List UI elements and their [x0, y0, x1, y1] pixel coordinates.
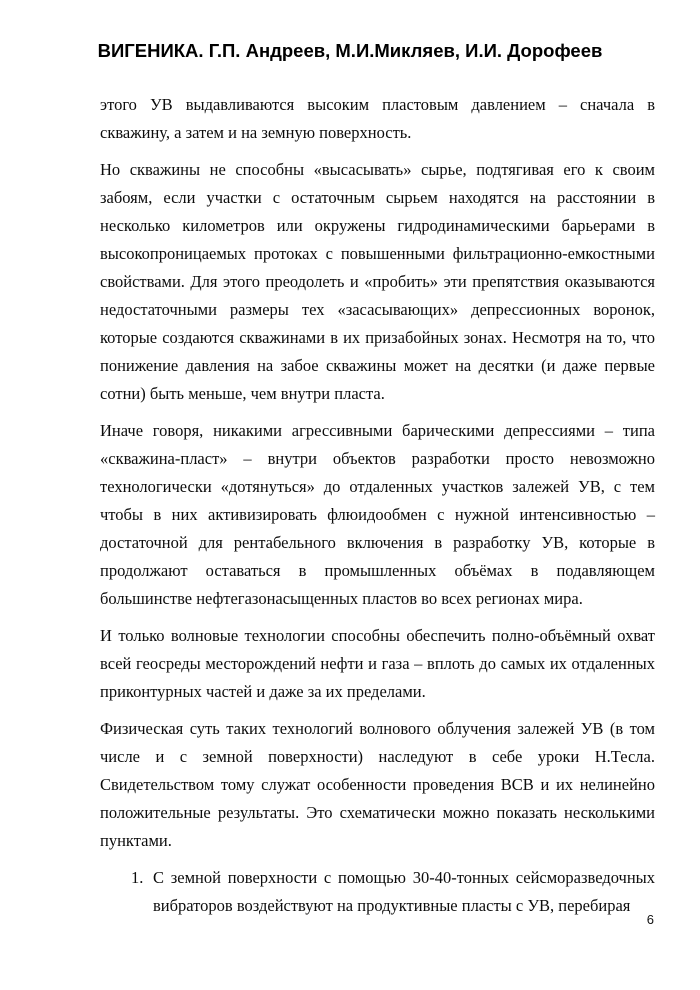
list-item-number: 1.	[131, 868, 144, 887]
paragraph-1: этого УВ выдавливаются высоким пластовым давлением – сначала в скважину, а затем и на земную поверхность.	[100, 95, 655, 142]
paragraph-4: И только волновые технологии способны обеспечить полно-объёмный охват всей геосреды месторождений нефти и газа – вплоть до самых их отдаленных приконтурных частей и даже за их пределами.	[100, 626, 655, 701]
paragraph-2: Но скважины не способны «высасывать» сырье, подтягивая его к своим забоям, если участки с остаточным сырьем находятся на расстоянии в несколько километров или окружены гидродинамическими барьерами в высокопроницаемых протоках с повышенными фильтрационно-емкостными свойствами. Для этого преодолеть и «пробить» эти препятствия оказываются недостаточными размеры тех «засасывающих» депрессионных воронок, которые создаются скважинами в их призабойных зонах. Несмотря на то, что понижение давления на забое скважины может на десятки (и даже первые сотни) быть меньше, чем внутри пласта.	[100, 160, 655, 403]
numbered-list-item-1	[131, 864, 655, 920]
paragraph-5: Физическая суть таких технологий волнового облучения залежей УВ (в том числе и с земной поверхности) наследуют в себе уроки Н.Тесла. Свидетельством тому служат особенности проведения ВСВ и их нелинейно положительные результаты. Это схематически можно показать несколькими пунктами.	[100, 719, 655, 850]
document-header: ВИГЕНИКА. Г.П. Андреев, М.И.Микляев, И.И. Дорофеев	[97, 40, 603, 61]
list-item-text: С земной поверхности с помощью 30-40-тонных сейсморазведочных вибраторов воздействуют на продуктивные пласты с УВ, перебирая	[153, 868, 655, 915]
page-number: 6	[646, 912, 654, 927]
paragraph-3: Иначе говоря, никакими агрессивными барическими депрессиями – типа «скважина-пласт» – внутри объектов разработки просто невозможно технологически «дотянуться» до отдаленных участков залежей УВ, с тем чтобы в них активизировать флюидообмен с нужной интенсивностью – достаточной для рентабельного включения в разработку УВ, которые в продолжают оставаться в промышленных объёмах в подавляющем большинстве нефтегазонасыщенных пластов во всех регионах мира.	[100, 421, 655, 608]
